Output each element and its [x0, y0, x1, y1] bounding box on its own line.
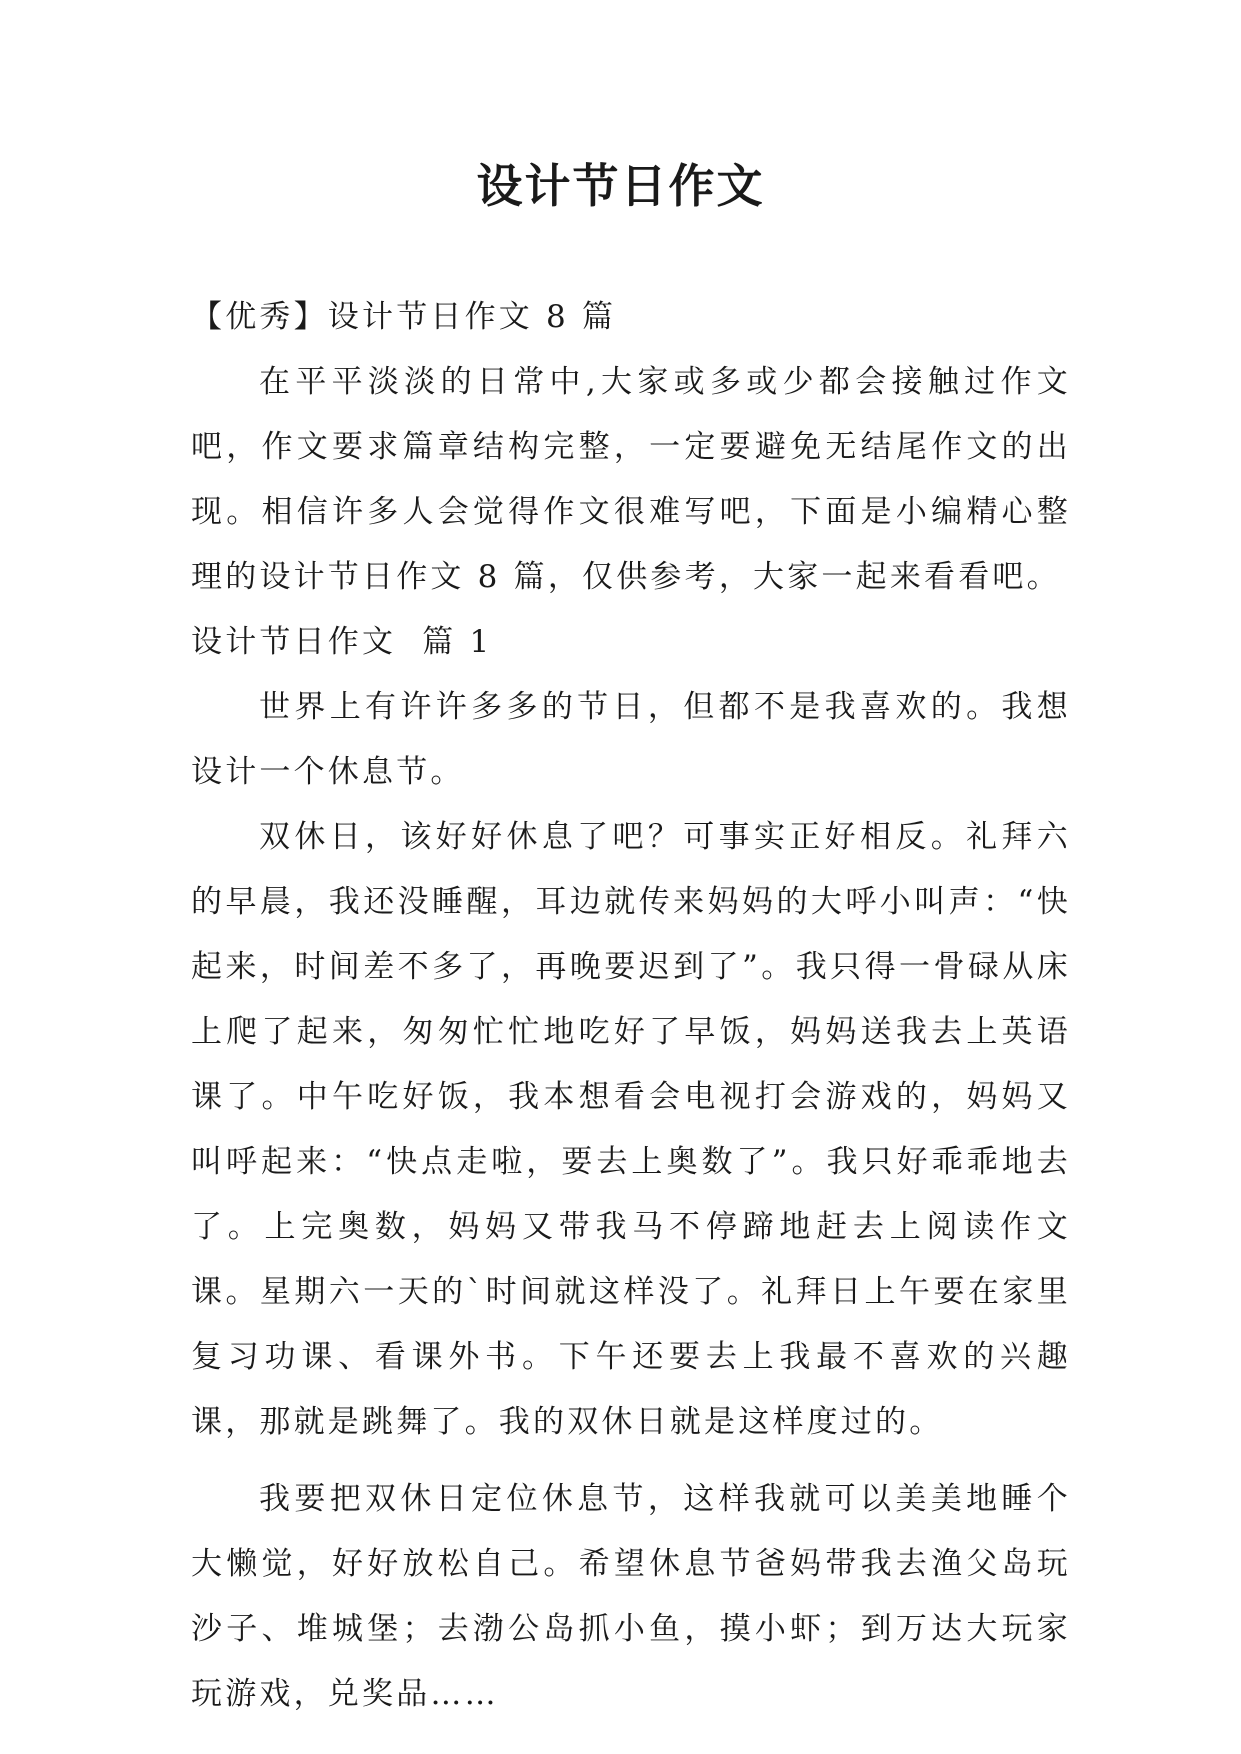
document-body: [191, 285, 1071, 1727]
document-subtitle: 【优秀】设计节日作文 8 篇: [191, 299, 617, 335]
body-paragraph-3: 我要把双休日定位休息节，这样我就可以美美地睡个大懒觉，好好放松自己。希望休息节爸妈带我去渔父岛玩沙子、堆城堡；去渤公岛抓小鱼，摸小虾；到万达大玩家玩游戏，兑奖品……: [191, 1481, 1071, 1712]
body-paragraph-1: 世界上有许许多多的节日，但都不是我喜欢的。我想设计一个休息节。: [191, 689, 1071, 790]
document-title: 设计节日作文: [476, 159, 765, 213]
intro-paragraph: 在平平淡淡的日常中,大家或多或少都会接触过作文吧，作文要求篇章结构完整，一定要避免无结尾作文的出现。相信许多人会觉得作文很难写吧，下面是小编精心整理的设计节日作文 8 篇，仅供参考，大家一起来看看吧。: [191, 364, 1071, 595]
body-paragraph-2: 双休日，该好好休息了吧？可事实正好相反。礼拜六的早晨，我还没睡醒，耳边就传来妈妈的大呼小叫声：“快起来，时间差不多了，再晚要迟到了”。我只得一骨碌从床上爬了起来，匆匆忙忙地吃好了早饭，妈妈送我去上英语课了。中午吃好饭，我本想看会电视打会游戏的，妈妈又叫呼起来：“快点走啦，要去上奥数了”。我只好乖乖地去了。上完奥数，妈妈又带我马不停蹄地赶去上阅读作文课。星期六一天的`时间就这样没了。礼拜日上午要在家里复习功课、看课外书。下午还要去上我最不喜欢的兴趣课，那就是跳舞了。我的双休日就是这样度过的。: [191, 819, 1071, 1440]
section-heading: 设计节日作文 篇 1: [191, 624, 493, 660]
